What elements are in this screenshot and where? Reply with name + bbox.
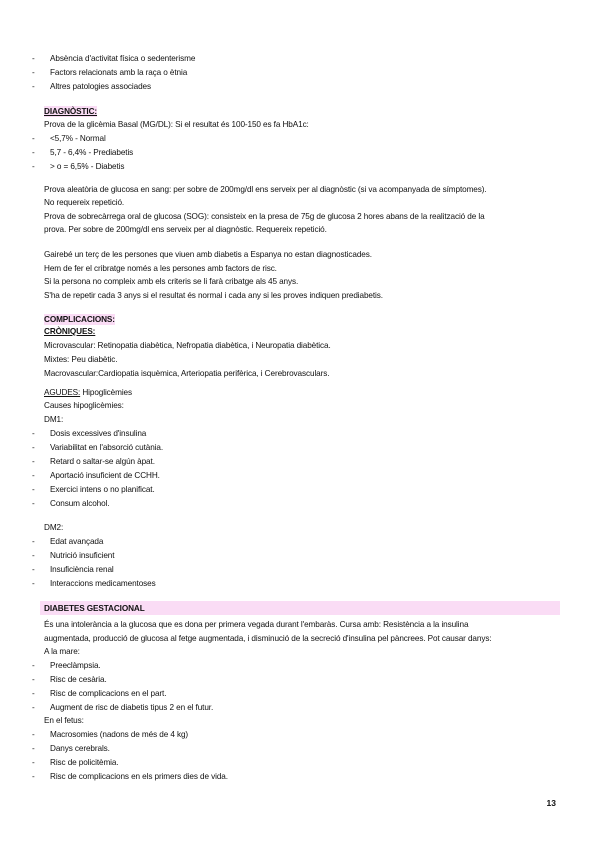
- list-dash: -: [32, 565, 35, 574]
- list-dash: -: [32, 661, 35, 670]
- list-item: Interaccions medicamentoses: [50, 579, 156, 588]
- dm1-label: DM1:: [44, 415, 64, 424]
- chronic-line: Microvascular: Retinopatia diabètica, Nefropatia diabètica, i Neuropatia diabètica.: [44, 341, 331, 350]
- list-item: Consum alcohol.: [50, 499, 110, 508]
- list-dash: -: [32, 485, 35, 494]
- list-dash: -: [32, 499, 35, 508]
- list-item: Risc de complicacions en el part.: [50, 689, 167, 698]
- list-item: Aportació insuficient de CCHH.: [50, 471, 160, 480]
- diagnostic-intro: Prova de la glicèmia Basal (MG/DL): Si el resultat és 100-150 es fa HbA1c:: [44, 120, 309, 129]
- sog-text-2: prova. Per sobre de 200mg/dl ens serveix per al diagnòstic. Requereix repetició.: [44, 225, 327, 234]
- list-item: Risc de cesària.: [50, 675, 107, 684]
- mother-label: A la mare:: [44, 647, 80, 656]
- list-item: Preeclàmpsia.: [50, 661, 101, 670]
- screening-line: Hem de fer el cribratge només a les persones amb factors de risc.: [44, 264, 277, 273]
- chronic-line: Mixtes: Peu diabètic.: [44, 355, 118, 364]
- list-item: Augment de risc de diabetis tipus 2 en el futur.: [50, 703, 214, 712]
- list-item: Retard o saltar-se algún àpat.: [50, 457, 155, 466]
- list-item: Danys cerebrals.: [50, 744, 110, 753]
- list-item: Edat avançada: [50, 537, 104, 546]
- list-dash: -: [32, 68, 35, 77]
- gestational-text: És una intolerància a la glucosa que es dona per primera vegada durant l'embaràs. Cursa amb: Resistència a la insulina: [44, 620, 469, 629]
- acute-label: Hipoglicèmies: [80, 388, 132, 397]
- list-dash: -: [32, 703, 35, 712]
- list-dash: -: [32, 457, 35, 466]
- sog-text: Prova de sobrecàrrega oral de glucosa (SOG): consisteix en la presa de 75g de glucosa 2 hores abans de la realització de la: [44, 212, 485, 221]
- list-item: Macrosomies (nadons de més de 4 kg): [50, 730, 189, 739]
- gestational-text-2: augmentada, producció de glucosa al fetge augmentada, i disminució de la secreció d'insulina pel pàncrees. Pot causar danys:: [44, 634, 492, 643]
- list-item: Variabilitat en l'absorció cutània.: [50, 443, 164, 452]
- list-dash: -: [32, 471, 35, 480]
- list-item: Risc de policitèmia.: [50, 758, 119, 767]
- list-dash: -: [32, 82, 35, 91]
- list-dash: -: [32, 429, 35, 438]
- list-item: <5,7% - Normal: [50, 134, 106, 143]
- list-item: Factors relacionats amb la raça o ètnia: [50, 68, 188, 77]
- list-dash: -: [32, 730, 35, 739]
- list-dash: -: [32, 551, 35, 560]
- list-item: Dosis excessives d'insulina: [50, 429, 147, 438]
- list-dash: -: [32, 772, 35, 781]
- list-item: Risc de complicacions en els primers dies de vida.: [50, 772, 228, 781]
- dm2-label: DM2:: [44, 523, 64, 532]
- fetus-label: En el fetus:: [44, 716, 84, 725]
- acute-heading: AGUDES:: [44, 388, 81, 397]
- list-dash: -: [32, 54, 35, 63]
- random-glucose-text: Prova aleatòria de glucosa en sang: per sobre de 200mg/dl ens serveix per al diagnòstic (si va acompanyada de símptomes).: [44, 185, 487, 194]
- list-item: Exercici intens o no planificat.: [50, 485, 155, 494]
- list-dash: -: [32, 579, 35, 588]
- list-item: Insuficiència renal: [50, 565, 114, 574]
- screening-line: S'ha de repetir cada 3 anys si el resultat és normal i cada any si les proves indiquen prediabetis.: [44, 291, 383, 300]
- list-dash: -: [32, 689, 35, 698]
- gestational-heading: DIABETES GESTACIONAL: [44, 604, 145, 613]
- diagnostic-heading: DIAGNÒSTIC:: [44, 107, 98, 116]
- list-dash: -: [32, 744, 35, 753]
- list-dash: -: [32, 675, 35, 684]
- hypoglycemia-causes-label: Causes hipoglicèmies:: [44, 401, 124, 410]
- list-dash: -: [32, 537, 35, 546]
- screening-line: Gairebé un terç de les persones que viuen amb diabetis a Espanya no estan diagnosticades.: [44, 250, 372, 259]
- chronic-heading: CRÒNIQUES:: [44, 327, 96, 336]
- list-item: Altres patologies associades: [50, 82, 151, 91]
- list-item: 5,7 - 6,4% - Prediabetis: [50, 148, 134, 157]
- screening-line: Si la persona no compleix amb els criteris se li farà cribatge als 45 anys.: [44, 277, 299, 286]
- page-number: 13: [546, 798, 556, 808]
- list-dash: -: [32, 162, 35, 171]
- list-item: > o = 6,5% - Diabetis: [50, 162, 125, 171]
- list-item: Absència d'activitat física o sedenterisme: [50, 54, 196, 63]
- list-dash: -: [32, 758, 35, 767]
- list-dash: -: [32, 134, 35, 143]
- list-item: Nutrició insuficient: [50, 551, 115, 560]
- list-dash: -: [32, 443, 35, 452]
- chronic-line: Macrovascular:Cardiopatia isquèmica, Arteriopatia perifèrica, i Cerebrovasculars.: [44, 369, 330, 378]
- random-glucose-text-2: No requereix repetició.: [44, 198, 125, 207]
- complications-heading: COMPLICACIONS:: [44, 315, 115, 324]
- acute-line: [44, 387, 132, 398]
- list-dash: -: [32, 148, 35, 157]
